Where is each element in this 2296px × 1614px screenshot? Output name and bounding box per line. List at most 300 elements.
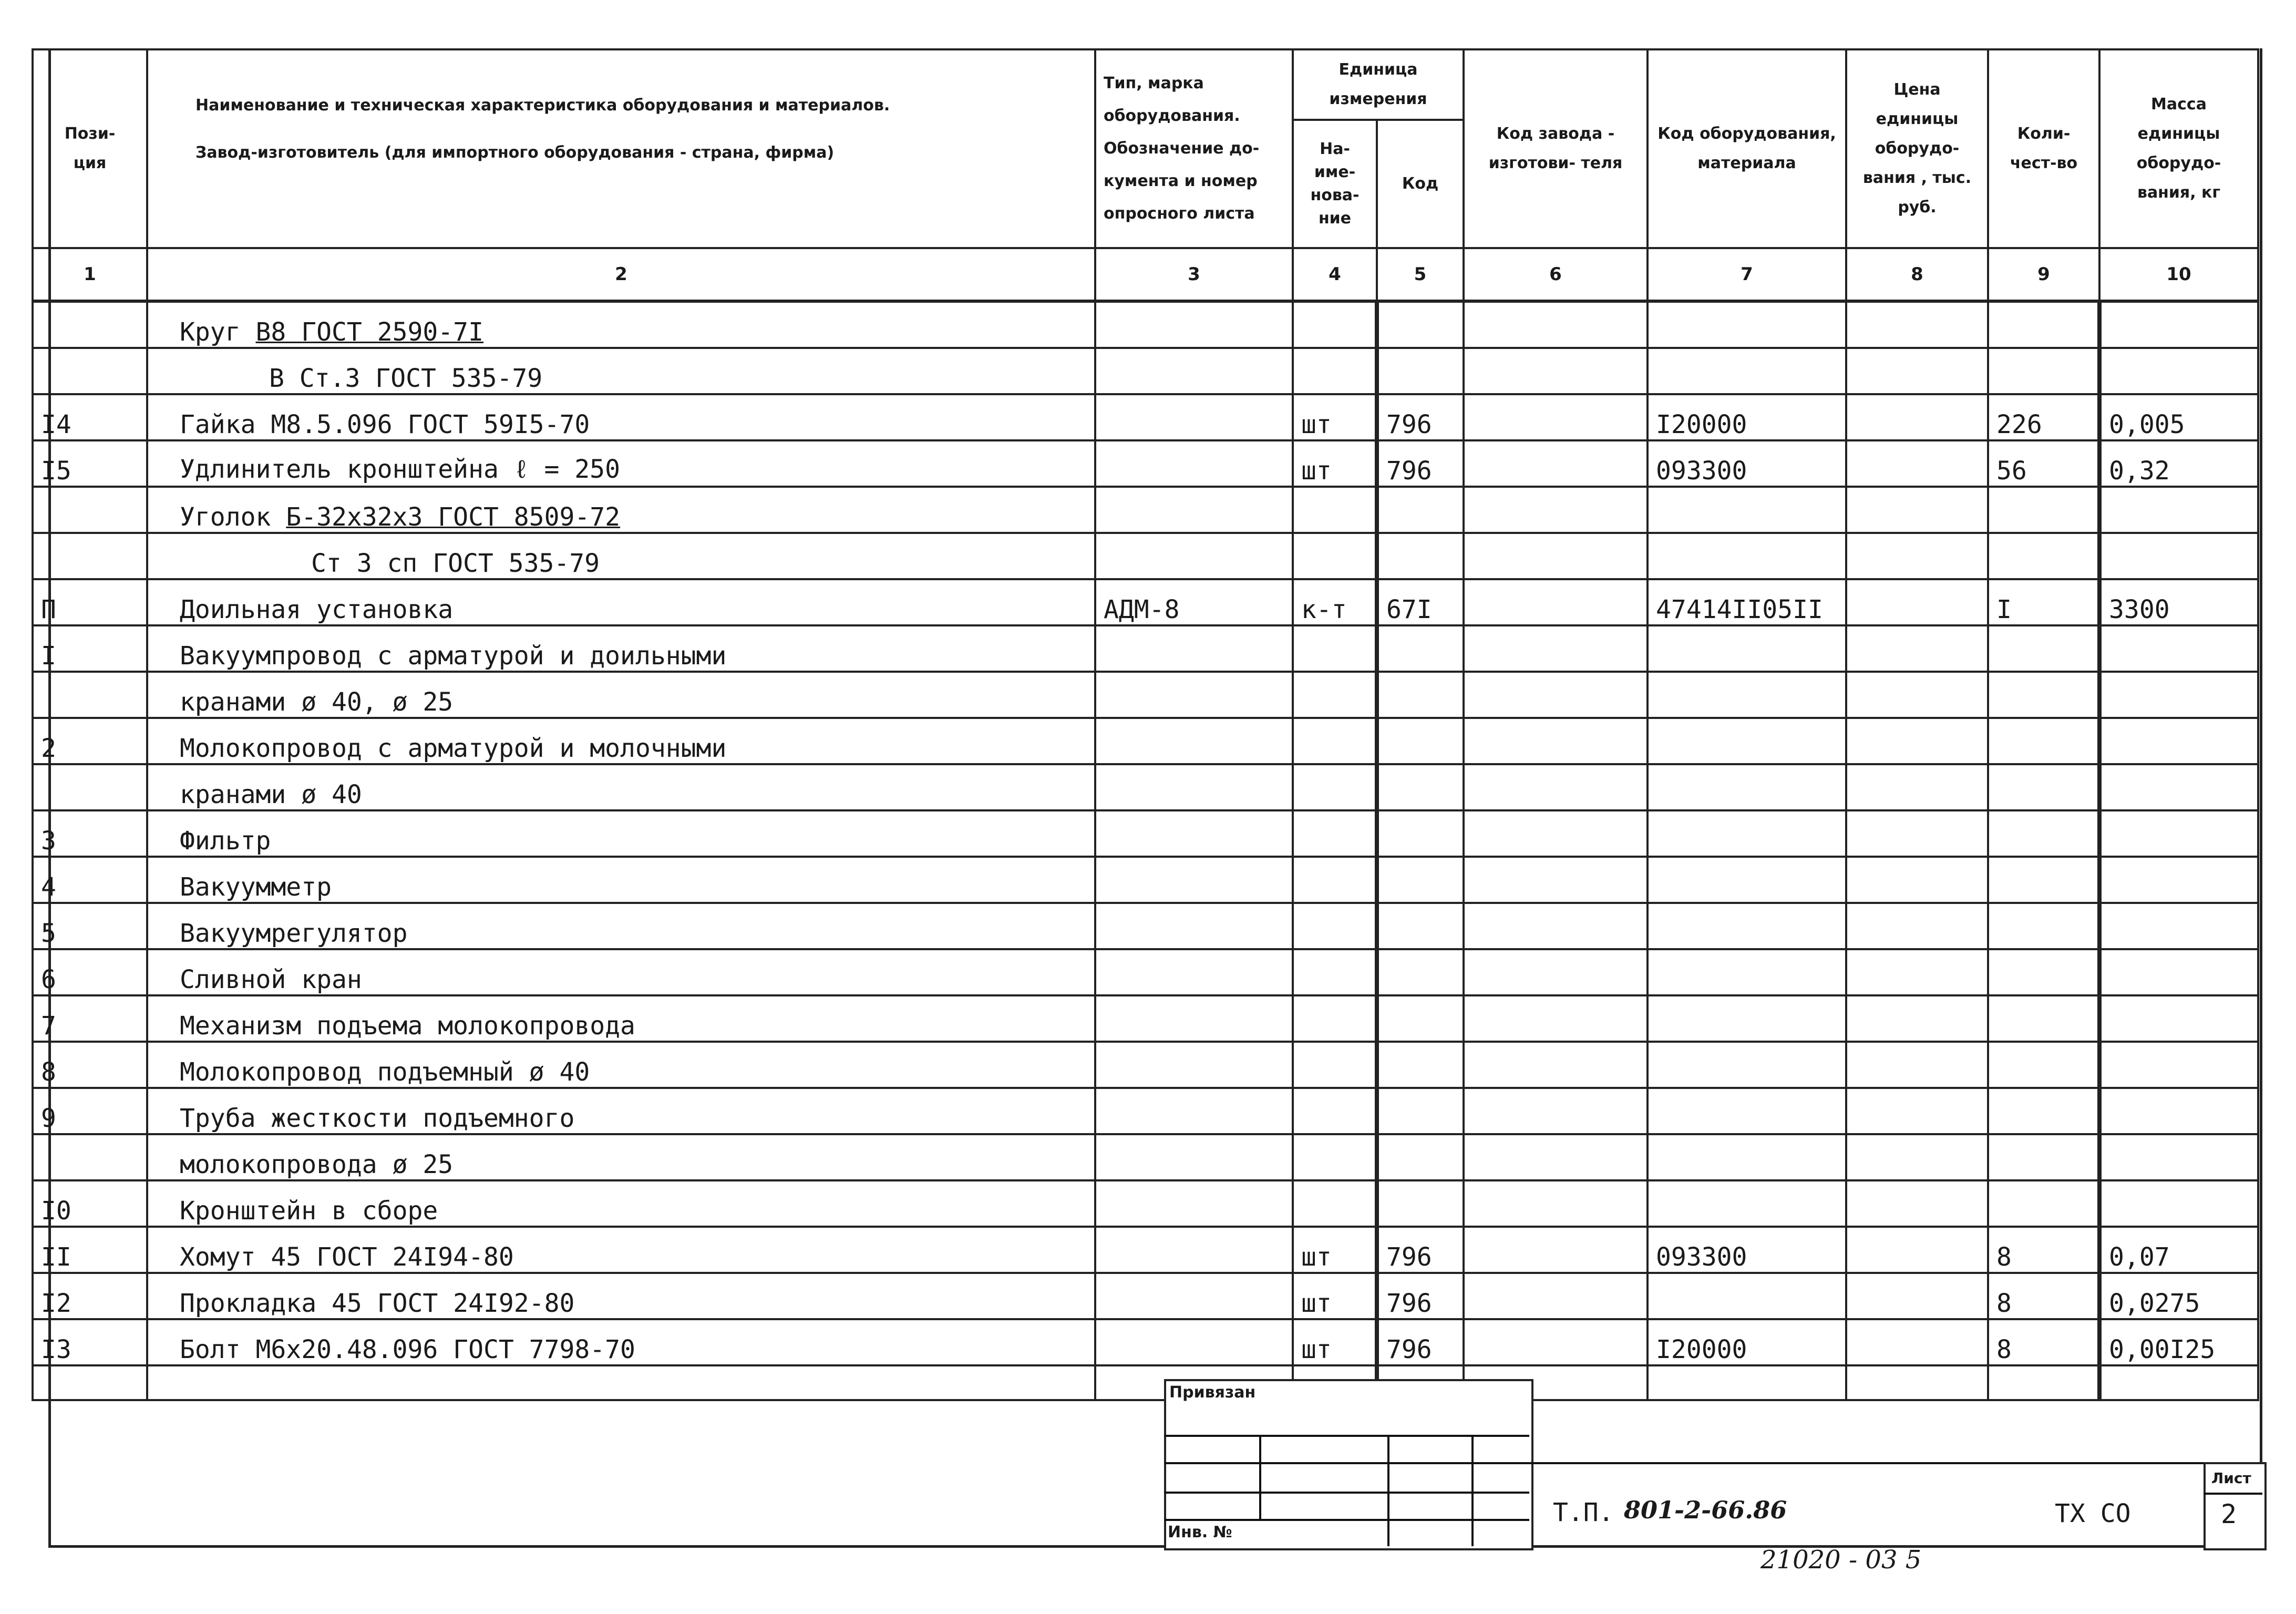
blank-cell — [33, 1365, 147, 1400]
unit-cell: шт — [1293, 1227, 1377, 1273]
item-name-cell — [147, 625, 1095, 672]
qty-cell — [1988, 949, 2099, 995]
material-cell — [1648, 1134, 1846, 1180]
qty-cell — [1988, 903, 2099, 949]
item-name-text: Гайка М8.5.096 ГОСТ 59I5-70 — [180, 410, 590, 439]
table-row — [33, 1319, 2258, 1365]
column-number-row — [33, 248, 2258, 301]
item-name-standard: В8 ГОСТ 2590-7I — [255, 317, 483, 347]
item-name-cell — [147, 348, 1095, 394]
type-cell — [1095, 1227, 1293, 1273]
unit-cell: шт — [1293, 1319, 1377, 1365]
blank-row — [33, 1365, 2258, 1400]
material-cell — [1648, 857, 1846, 903]
column-number-7: 7 — [1648, 248, 1846, 301]
table-row — [33, 301, 2258, 348]
bound-col-2 — [1387, 1435, 1389, 1546]
material-cell — [1648, 533, 1846, 579]
item-name-text: Хомут 45 ГОСТ 24I94-80 — [180, 1242, 514, 1272]
item-name-text: Молокопровод с арматурой и молочными — [180, 734, 727, 763]
mass-cell — [2099, 533, 2258, 579]
item-name-text: ℓ = 250 — [513, 455, 620, 484]
material-cell: I20000 — [1648, 394, 1846, 440]
material-cell — [1648, 1180, 1846, 1227]
pos-cell — [33, 672, 147, 718]
qty-cell — [1988, 1180, 2099, 1227]
code-cell — [1377, 301, 1464, 348]
type-cell — [1095, 903, 1293, 949]
code-cell — [1377, 857, 1464, 903]
material-cell: 093300 — [1648, 1227, 1846, 1273]
item-name-text: Кронштейн в сборе — [180, 1196, 438, 1226]
column-number-2: 2 — [147, 248, 1095, 301]
qty-cell: 226 — [1988, 394, 2099, 440]
mass-cell: 0,07 — [2099, 1227, 2258, 1273]
type-cell — [1095, 394, 1293, 440]
qty-cell — [1988, 857, 2099, 903]
maker-cell — [1464, 718, 1648, 764]
maker-cell — [1464, 810, 1648, 857]
price-cell — [1846, 857, 1988, 903]
qty-cell — [1988, 301, 2099, 348]
unit-cell: шт — [1293, 1273, 1377, 1319]
table-row — [33, 949, 2258, 995]
code-cell — [1377, 1088, 1464, 1134]
unit-cell — [1293, 1134, 1377, 1180]
mass-cell — [2099, 1180, 2258, 1227]
table-row — [33, 348, 2258, 394]
unit-cell — [1293, 764, 1377, 810]
header-name-line1: Наименование и техническая характеристика оборудования и материалов. — [195, 96, 890, 115]
code-cell — [1377, 625, 1464, 672]
mass-cell — [2099, 810, 2258, 857]
unit-cell — [1293, 672, 1377, 718]
maker-cell — [1464, 903, 1648, 949]
item-name-cell — [147, 1273, 1095, 1319]
qty-cell: I — [1988, 579, 2099, 625]
code-cell — [1377, 949, 1464, 995]
table-row — [33, 1273, 2258, 1319]
maker-cell — [1464, 579, 1648, 625]
price-cell — [1846, 625, 1988, 672]
type-cell — [1095, 1273, 1293, 1319]
price-cell — [1846, 394, 1988, 440]
item-name-cell — [147, 301, 1095, 348]
column-number-1: 1 — [33, 248, 147, 301]
table-row — [33, 1227, 2258, 1273]
table-row — [33, 672, 2258, 718]
item-name-text: Круг — [180, 317, 256, 347]
column-number-9: 9 — [1988, 248, 2099, 301]
price-cell — [1846, 903, 1988, 949]
maker-cell — [1464, 995, 1648, 1042]
mass-cell — [2099, 903, 2258, 949]
blank-cell — [2099, 1365, 2258, 1400]
bound-rule-3 — [1164, 1492, 1529, 1494]
maker-cell — [1464, 1319, 1648, 1365]
sheet-label: Лист — [2211, 1469, 2251, 1487]
pos-cell: I3 — [33, 1319, 147, 1365]
header-type: Тип, марка оборудования. Обозначение до-кумента и номер опросного листа — [1095, 49, 1293, 248]
bound-col-1 — [1259, 1435, 1261, 1521]
code-cell: 796 — [1377, 394, 1464, 440]
item-name-cell — [147, 1134, 1095, 1180]
item-name-cell — [147, 1042, 1095, 1088]
unit-cell — [1293, 625, 1377, 672]
type-cell — [1095, 1180, 1293, 1227]
mass-cell — [2099, 301, 2258, 348]
unit-cell — [1293, 533, 1377, 579]
bound-label: Привязан — [1169, 1383, 1256, 1402]
table-row — [33, 1042, 2258, 1088]
table-row — [33, 394, 2258, 440]
material-cell — [1648, 625, 1846, 672]
material-cell — [1648, 348, 1846, 394]
pos-cell — [33, 1134, 147, 1180]
item-name-text: Уголок — [180, 502, 286, 532]
header-mass: Масса единицы оборудо-вания, кг — [2099, 49, 2258, 248]
table-row — [33, 487, 2258, 533]
price-cell — [1846, 764, 1988, 810]
pos-cell: I2 — [33, 1273, 147, 1319]
type-cell — [1095, 1042, 1293, 1088]
maker-cell — [1464, 1134, 1648, 1180]
mass-cell — [2099, 1134, 2258, 1180]
specification-table — [32, 48, 2259, 1401]
unit-cell — [1293, 718, 1377, 764]
material-cell — [1648, 995, 1846, 1042]
code-cell — [1377, 764, 1464, 810]
unit-cell — [1293, 949, 1377, 995]
item-name-text: Механизм подъема молокопровода — [180, 1011, 635, 1041]
unit-cell — [1293, 487, 1377, 533]
price-cell — [1846, 718, 1988, 764]
mass-cell — [2099, 995, 2258, 1042]
code-cell: 796 — [1377, 440, 1464, 487]
table-row — [33, 440, 2258, 487]
maker-cell — [1464, 440, 1648, 487]
type-cell — [1095, 949, 1293, 995]
unit-cell — [1293, 1088, 1377, 1134]
price-cell — [1846, 1273, 1988, 1319]
price-cell — [1846, 579, 1988, 625]
item-name-cell — [147, 1088, 1095, 1134]
item-name-cell — [147, 487, 1095, 533]
unit-cell — [1293, 995, 1377, 1042]
mass-cell: 0,0275 — [2099, 1273, 2258, 1319]
qty-cell — [1988, 995, 2099, 1042]
unit-cell — [1293, 903, 1377, 949]
unit-cell: шт — [1293, 440, 1377, 487]
code-cell — [1377, 718, 1464, 764]
pos-cell: П — [33, 579, 147, 625]
bound-rule-2 — [1164, 1462, 1529, 1464]
mass-cell — [2099, 672, 2258, 718]
unit-cell — [1293, 810, 1377, 857]
pos-cell: 2 — [33, 718, 147, 764]
code-cell — [1377, 533, 1464, 579]
qty-cell — [1988, 1088, 2099, 1134]
stamp-top-rule — [1529, 1462, 2262, 1464]
item-name-text: Сливной кран — [180, 965, 362, 994]
item-name-text: В Ст.3 ГОСТ 535-79 — [269, 364, 543, 393]
mass-cell — [2099, 487, 2258, 533]
table-row — [33, 718, 2258, 764]
header-position: Пози- ция — [33, 49, 147, 248]
mass-cell — [2099, 625, 2258, 672]
table-row — [33, 1134, 2258, 1180]
mass-cell: 0,32 — [2099, 440, 2258, 487]
material-cell — [1648, 718, 1846, 764]
price-cell — [1846, 1042, 1988, 1088]
item-name-text: Вакуумрегулятор — [180, 919, 408, 948]
header-material-code: Код оборудования, материала — [1648, 49, 1846, 248]
code-cell — [1377, 487, 1464, 533]
table-row — [33, 1088, 2258, 1134]
pos-cell: 3 — [33, 810, 147, 857]
price-cell — [1846, 301, 1988, 348]
maker-cell — [1464, 857, 1648, 903]
header-maker-code: Код завода - изготови- теля — [1464, 49, 1648, 248]
item-name-text: кранами ø 40, ø 25 — [180, 687, 454, 717]
type-cell — [1095, 718, 1293, 764]
material-cell — [1648, 903, 1846, 949]
qty-cell — [1988, 348, 2099, 394]
pos-cell — [33, 533, 147, 579]
material-cell — [1648, 301, 1846, 348]
code-cell: 796 — [1377, 1319, 1464, 1365]
item-name-text: Фильтр — [180, 826, 271, 856]
price-cell — [1846, 487, 1988, 533]
blank-cell — [1648, 1365, 1846, 1400]
mass-cell — [2099, 348, 2258, 394]
inventory-label: Инв. № — [1168, 1523, 1232, 1541]
header-price: Цена единицы оборудо-вания , тыс. руб. — [1846, 49, 1988, 248]
material-cell — [1648, 949, 1846, 995]
code-cell — [1377, 810, 1464, 857]
item-name-text: Ст 3 сп ГОСТ 535-79 — [311, 549, 600, 578]
material-cell — [1648, 487, 1846, 533]
maker-cell — [1464, 672, 1648, 718]
qty-cell — [1988, 764, 2099, 810]
maker-cell — [1464, 1273, 1648, 1319]
code-cell — [1377, 1134, 1464, 1180]
header-quantity: Коли-чест-во — [1988, 49, 2099, 248]
material-cell: I20000 — [1648, 1319, 1846, 1365]
material-cell — [1648, 1042, 1846, 1088]
pos-cell: 4 — [33, 857, 147, 903]
maker-cell — [1464, 625, 1648, 672]
type-cell — [1095, 625, 1293, 672]
bound-rule-1 — [1164, 1435, 1529, 1437]
type-cell — [1095, 672, 1293, 718]
header-unit-group: Единица измерения — [1293, 49, 1464, 120]
qty-cell — [1988, 672, 2099, 718]
header-unit-code: Код — [1377, 120, 1464, 248]
item-name-cell — [147, 764, 1095, 810]
type-cell — [1095, 440, 1293, 487]
pos-cell — [33, 764, 147, 810]
code-cell: 796 — [1377, 1227, 1464, 1273]
material-cell: 47414II05II — [1648, 579, 1846, 625]
type-cell — [1095, 487, 1293, 533]
price-cell — [1846, 1319, 1988, 1365]
price-cell — [1846, 348, 1988, 394]
unit-cell — [1293, 1042, 1377, 1088]
maker-cell — [1464, 301, 1648, 348]
item-name-cell — [147, 672, 1095, 718]
mass-cell — [2099, 764, 2258, 810]
pos-cell: I0 — [33, 1180, 147, 1227]
footer-stamp: 21020 - 03 5 — [1760, 1545, 1922, 1575]
type-cell: АДМ-8 — [1095, 579, 1293, 625]
qty-cell — [1988, 487, 2099, 533]
material-cell — [1648, 764, 1846, 810]
item-name-cell — [147, 949, 1095, 995]
item-name-text: Вакуумметр — [180, 872, 332, 902]
price-cell — [1846, 949, 1988, 995]
pos-cell: II — [33, 1227, 147, 1273]
item-name-text: Удлинитель кронштейна — [180, 455, 514, 484]
table-row — [33, 764, 2258, 810]
item-name-cell — [147, 1180, 1095, 1227]
mass-cell — [2099, 857, 2258, 903]
maker-cell — [1464, 1180, 1648, 1227]
header-unit-name: На-име-нова-ние — [1293, 120, 1377, 248]
item-name-cell — [147, 995, 1095, 1042]
header-name — [147, 49, 1095, 248]
item-name-text: Болт М6х20.48.096 ГОСТ 7798-70 — [180, 1335, 635, 1364]
table-row — [33, 625, 2258, 672]
price-cell — [1846, 1180, 1988, 1227]
type-cell — [1095, 1319, 1293, 1365]
pos-cell — [33, 348, 147, 394]
item-name-cell — [147, 1319, 1095, 1365]
maker-cell — [1464, 487, 1648, 533]
sheet-divider — [2204, 1493, 2262, 1495]
mass-cell — [2099, 949, 2258, 995]
price-cell — [1846, 1134, 1988, 1180]
material-cell — [1648, 672, 1846, 718]
pos-cell — [33, 487, 147, 533]
item-name-text: Прокладка 45 ГОСТ 24I92-80 — [180, 1289, 575, 1318]
maker-cell — [1464, 764, 1648, 810]
mass-cell — [2099, 1088, 2258, 1134]
column-number-6: 6 — [1464, 248, 1648, 301]
type-cell — [1095, 857, 1293, 903]
unit-cell: к-т — [1293, 579, 1377, 625]
mass-cell — [2099, 718, 2258, 764]
type-cell — [1095, 348, 1293, 394]
pos-cell: I4 — [33, 394, 147, 440]
material-cell: 093300 — [1648, 440, 1846, 487]
qty-cell: 8 — [1988, 1273, 2099, 1319]
column-number-8: 8 — [1846, 248, 1988, 301]
pos-cell: I5 — [33, 440, 147, 487]
qty-cell — [1988, 1042, 2099, 1088]
item-name-text: Вакуумпровод с арматурой и доильными — [180, 641, 727, 671]
table-row — [33, 810, 2258, 857]
table-row — [33, 995, 2258, 1042]
item-name-cell — [147, 394, 1095, 440]
code-cell — [1377, 672, 1464, 718]
sheet-number: 2 — [2221, 1499, 2237, 1529]
price-cell — [1846, 533, 1988, 579]
price-cell — [1846, 810, 1988, 857]
type-cell — [1095, 810, 1293, 857]
bound-rule-4 — [1164, 1519, 1529, 1521]
unit-cell — [1293, 1180, 1377, 1227]
code-cell — [1377, 348, 1464, 394]
material-cell — [1648, 1088, 1846, 1134]
unit-cell — [1293, 348, 1377, 394]
pos-cell: 5 — [33, 903, 147, 949]
specification-rows — [33, 301, 2258, 1400]
blank-cell — [147, 1365, 1095, 1400]
item-name-text: Доильная установка — [180, 595, 454, 624]
item-name-cell — [147, 1227, 1095, 1273]
table-row — [33, 579, 2258, 625]
material-cell — [1648, 1273, 1846, 1319]
item-name-text: молокопровода ø 25 — [180, 1150, 454, 1179]
code-cell: 796 — [1377, 1273, 1464, 1319]
pos-cell: 6 — [33, 949, 147, 995]
column-number-10: 10 — [2099, 248, 2258, 301]
table-row — [33, 903, 2258, 949]
blank-cell — [1846, 1365, 1988, 1400]
maker-cell — [1464, 348, 1648, 394]
code-cell — [1377, 903, 1464, 949]
item-name-text: кранами ø 40 — [180, 780, 362, 809]
maker-cell — [1464, 1042, 1648, 1088]
qty-cell — [1988, 625, 2099, 672]
blank-cell — [1988, 1365, 2099, 1400]
type-cell — [1095, 301, 1293, 348]
pos-cell: 8 — [33, 1042, 147, 1088]
price-cell — [1846, 1227, 1988, 1273]
item-name-text: Труба жесткости подъемного — [180, 1104, 575, 1133]
mass-cell: 0,00I25 — [2099, 1319, 2258, 1365]
unit-cell: шт — [1293, 394, 1377, 440]
price-cell — [1846, 672, 1988, 718]
column-number-5: 5 — [1377, 248, 1464, 301]
header-name-line2: Завод-изготовитель (для импортного оборудования - страна, фирма) — [195, 143, 835, 162]
qty-cell — [1988, 810, 2099, 857]
pos-cell: I — [33, 625, 147, 672]
code-cell — [1377, 995, 1464, 1042]
qty-cell — [1988, 1134, 2099, 1180]
maker-cell — [1464, 394, 1648, 440]
item-name-cell — [147, 579, 1095, 625]
maker-cell — [1464, 949, 1648, 995]
qty-cell — [1988, 718, 2099, 764]
type-cell — [1095, 995, 1293, 1042]
maker-cell — [1464, 533, 1648, 579]
doc-prefix: Т.П. — [1553, 1498, 1614, 1527]
mass-cell — [2099, 1042, 2258, 1088]
maker-cell — [1464, 1227, 1648, 1273]
type-cell — [1095, 1088, 1293, 1134]
code-cell: 67I — [1377, 579, 1464, 625]
item-name-cell — [147, 857, 1095, 903]
code-cell — [1377, 1180, 1464, 1227]
item-name-standard: Б-32х32х3 ГОСТ 8509-72 — [286, 502, 621, 532]
item-name-cell — [147, 903, 1095, 949]
doc-code: ТХ СО — [2055, 1499, 2131, 1528]
item-name-cell — [147, 440, 1095, 487]
item-name-cell — [147, 533, 1095, 579]
pos-cell: 9 — [33, 1088, 147, 1134]
